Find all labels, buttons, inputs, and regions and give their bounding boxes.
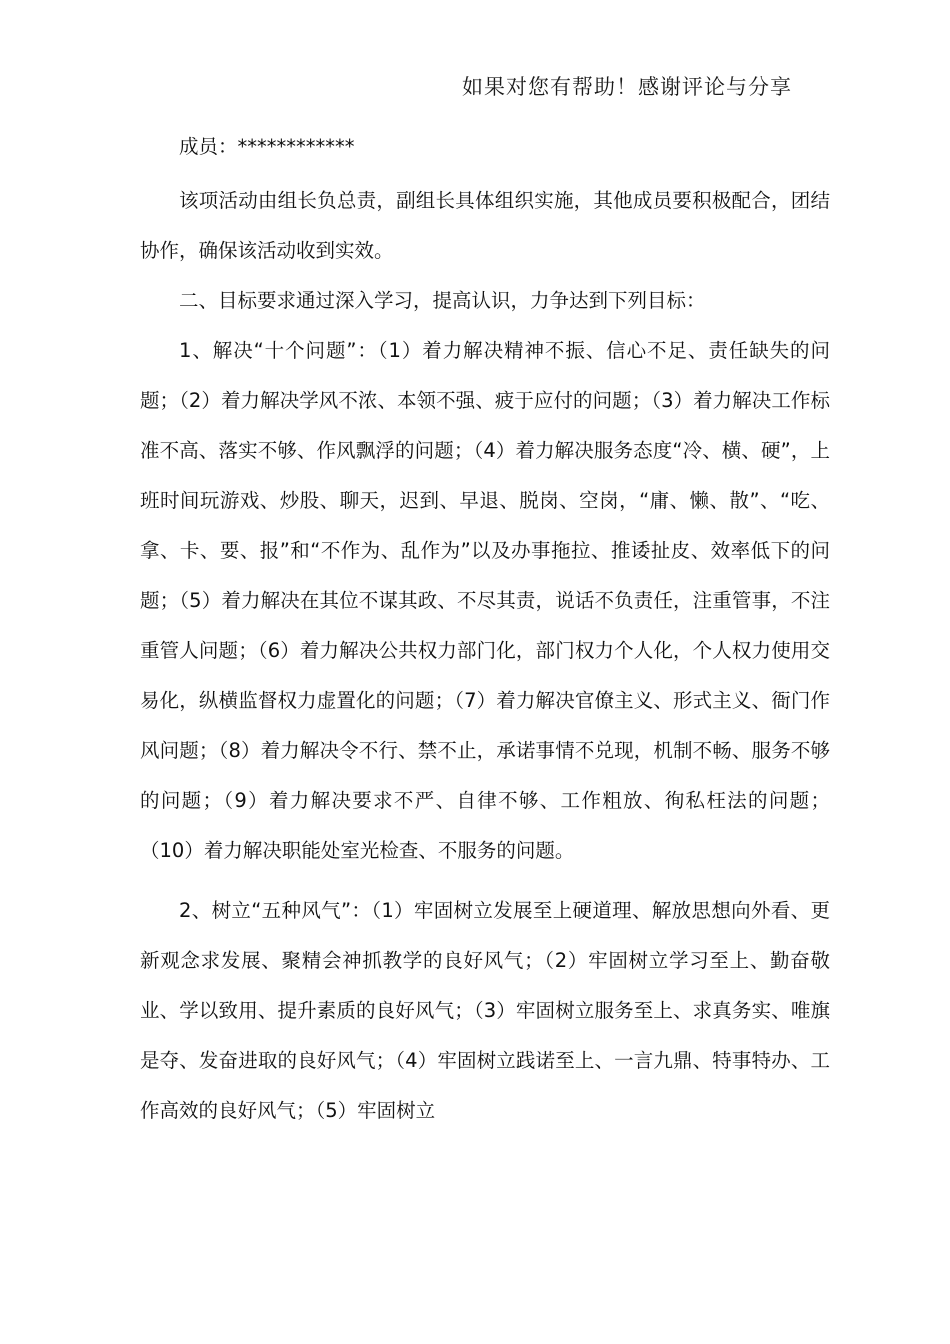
header-note: 如果对您有帮助！感谢评论与分享 [462,75,792,99]
document-body [140,122,830,1136]
responsibility-paragraph: 该项活动由组长负总责，副组长具体组织实施，其他成员要积极配合，团结协作，确保该活动收到实效。 [140,189,830,262]
ten-problems-paragraph: 1、解决“十个问题”：（1）着力解决精神不振、信心不足、责任缺失的问题；（2）着力解决学风不浓、本领不强、疲于应付的问题；（3）着力解决工作标准不高、落实不够、作风飘浮的问题；（4）着力解决服务态度“冷、横、硬”，上班时间玩游戏、炒股、聊天，迟到、早退、脱岗、空岗，“庸、懒、散”、“吃、拿、卡、要、报”和“不作为、乱作为”以及办事拖拉、推诿扯皮、效率低下的问题；（5）着力解决在其位不谋其政、不尽其责，说话不负责任，注重管事，不注重管人问题；（6）着力解决公共权力部门化，部门权力个人化，个人权力使用交易化，纵横监督权力虚置化的问题；（7）着力解决官僚主义、形式主义、衙门作风问题；（8）着力解决令不行、禁不止，承诺事情不兑现，机制不畅、服务不够的问题；（9）着力解决要求不严、自律不够、工作粗放、徇私枉法的问题；（10）着力解决职能处室光检查、不服务的问题。 [140,339,830,862]
members-paragraph: 成员：************ [179,135,355,158]
section-two-heading: 二、目标要求通过深入学习，提高认识，力争达到下列目标： [179,289,706,312]
five-atmospheres-paragraph: 2、树立“五种风气”：（1）牢固树立发展至上硬道理、解放思想向外看、更新观念求发展、聚精会神抓教学的良好风气；（2）牢固树立学习至上、勤奋敬业、学以致用、提升素质的良好风气；（3）牢固树立服务至上、求真务实、唯旗是夺、发奋进取的良好风气；（4）牢固树立践诺至上、一言九鼎、特事特办、工作高效的良好风气；（5）牢固树立 [140,899,830,1122]
